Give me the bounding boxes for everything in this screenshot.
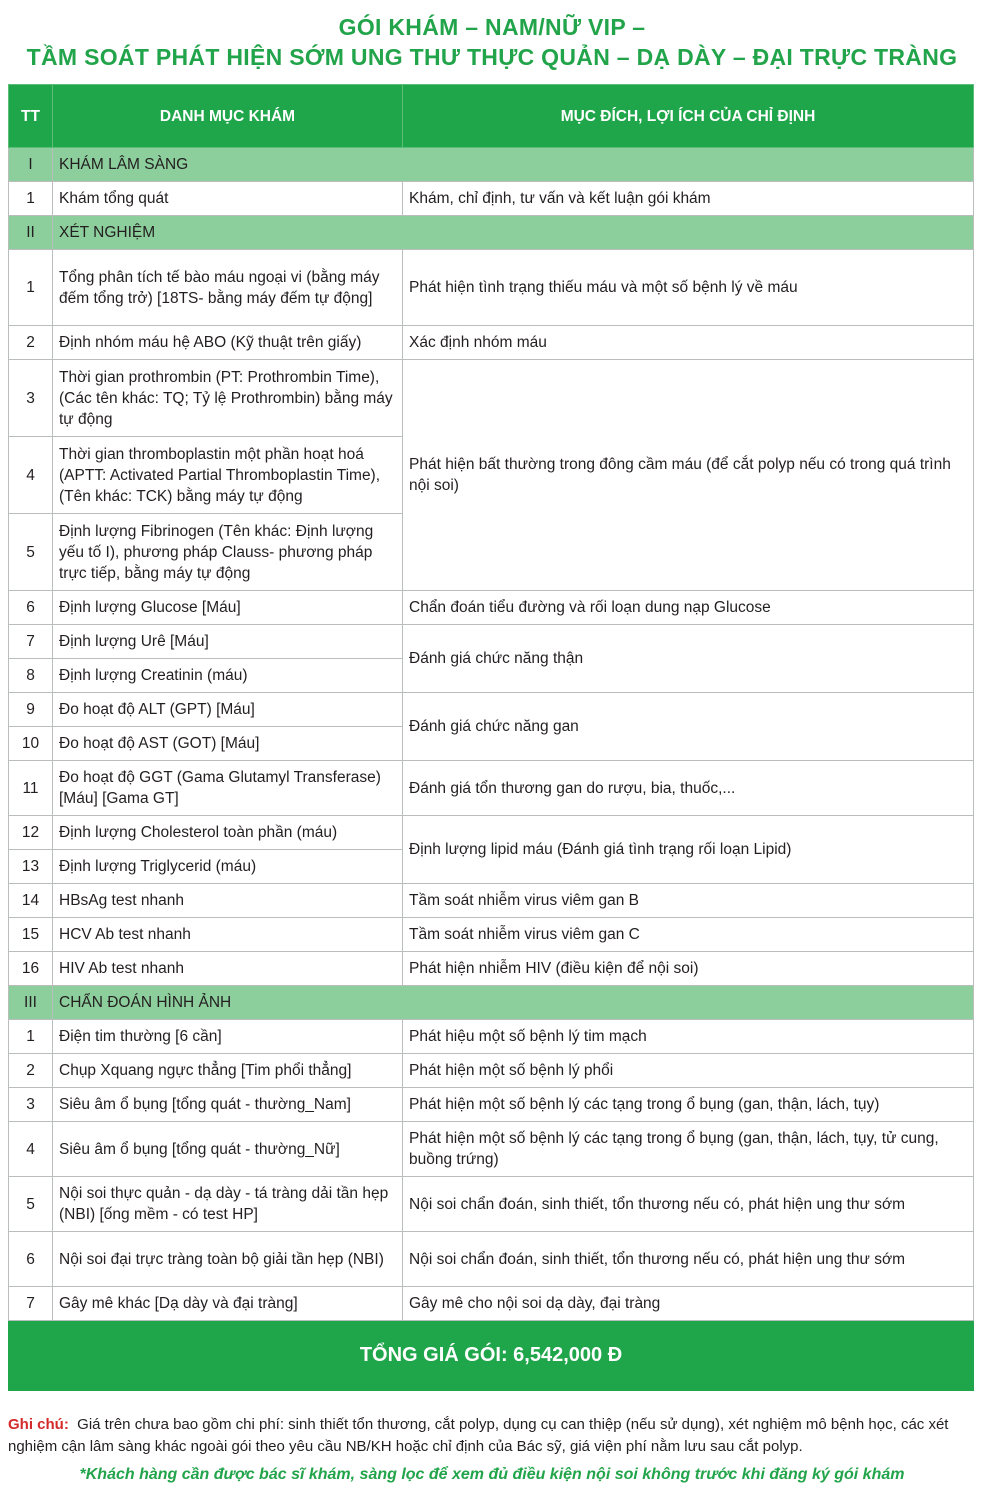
- table-row: [9, 918, 974, 952]
- row-number: 2: [9, 1054, 53, 1088]
- row-number: 5: [9, 514, 53, 591]
- row-number: 6: [9, 591, 53, 625]
- row-number: 8: [9, 659, 53, 693]
- section-name: KHÁM LÂM SÀNG: [53, 148, 974, 182]
- table-row: [9, 1088, 974, 1122]
- exam-package-table: [8, 84, 974, 1391]
- table-row: [9, 884, 974, 918]
- row-item: Định lượng Triglycerid (máu): [53, 850, 403, 884]
- title-line-1: GÓI KHÁM – NAM/NỮ VIP –: [338, 14, 646, 40]
- row-item: Định lượng Fibrinogen (Tên khác: Định lượng yếu tố I), phương pháp Clauss- phương pháp trực tiếp, bằng máy tự động: [53, 514, 403, 591]
- row-purpose: Phát hiện một số bệnh lý các tạng trong ổ bụng (gan, thận, lách, tụy, tử cung, buồng trứng): [403, 1122, 974, 1177]
- row-item: HBsAg test nhanh: [53, 884, 403, 918]
- note-label: Ghi chú:: [8, 1416, 69, 1433]
- row-purpose: Chẩn đoán tiểu đường và rối loạn dung nạp Glucose: [403, 591, 974, 625]
- row-number: 3: [9, 1088, 53, 1122]
- header-purpose: MỤC ĐÍCH, LỢI ÍCH CỦA CHỈ ĐỊNH: [403, 85, 974, 148]
- row-purpose: Phát hiện một số bệnh lý phổi: [403, 1054, 974, 1088]
- table-row: [9, 1054, 974, 1088]
- row-item: Định lượng Glucose [Máu]: [53, 591, 403, 625]
- row-purpose: Xác định nhóm máu: [403, 326, 974, 360]
- row-item: Đo hoạt độ ALT (GPT) [Máu]: [53, 693, 403, 727]
- row-number: 7: [9, 1287, 53, 1321]
- row-item: Gây mê khác [Dạ dày và đại tràng]: [53, 1287, 403, 1321]
- row-number: 4: [9, 1122, 53, 1177]
- table-row: [9, 1122, 974, 1177]
- table-row: [9, 761, 974, 816]
- section-row: [9, 986, 974, 1020]
- row-item: Khám tổng quát: [53, 182, 403, 216]
- row-purpose: Khám, chỉ định, tư vấn và kết luận gói khám: [403, 182, 974, 216]
- title-line-2: TẦM SOÁT PHÁT HIỆN SỚM UNG THƯ THỰC QUẢN – DẠ DÀY – ĐẠI TRỰC TRÀNG: [26, 44, 958, 70]
- table-row: [9, 360, 974, 437]
- row-item: Điện tim thường [6 cần]: [53, 1020, 403, 1054]
- section-number: I: [9, 148, 53, 182]
- row-number: 3: [9, 360, 53, 437]
- total-price: TỔNG GIÁ GÓI: 6,542,000 Đ: [9, 1321, 974, 1391]
- section-number: II: [9, 216, 53, 250]
- table-row: [9, 326, 974, 360]
- row-purpose: Định lượng lipid máu (Đánh giá tình trạng rối loạn Lipid): [403, 816, 974, 884]
- row-purpose: Phát hiện nhiễm HIV (điều kiện để nội soi): [403, 952, 974, 986]
- table-row: [9, 1177, 974, 1232]
- row-item: Tổng phân tích tế bào máu ngoại vi (bằng máy đếm tổng trở) [18TS- bằng máy đếm tự động]: [53, 250, 403, 326]
- section-name: XÉT NGHIỆM: [53, 216, 974, 250]
- row-number: 4: [9, 437, 53, 514]
- row-number: 1: [9, 1020, 53, 1054]
- row-item: Đo hoạt độ GGT (Gama Glutamyl Transferase) [Máu] [Gama GT]: [53, 761, 403, 816]
- table-row: [9, 1020, 974, 1054]
- total-row: [9, 1321, 974, 1391]
- row-item: HCV Ab test nhanh: [53, 918, 403, 952]
- table-row: [9, 625, 974, 659]
- row-number: 2: [9, 326, 53, 360]
- table-row: [9, 182, 974, 216]
- page-title: [0, 12, 984, 72]
- row-number: 14: [9, 884, 53, 918]
- row-purpose: Phát hiện một số bệnh lý các tạng trong ổ bụng (gan, thận, lách, tụy): [403, 1088, 974, 1122]
- section-row: [9, 148, 974, 182]
- row-number: 1: [9, 250, 53, 326]
- table-row: [9, 250, 974, 326]
- row-purpose: Phát hiệu một số bệnh lý tim mạch: [403, 1020, 974, 1054]
- section-name: CHẨN ĐOÁN HÌNH ẢNH: [53, 986, 974, 1020]
- row-number: 13: [9, 850, 53, 884]
- row-purpose: Tầm soát nhiễm virus viêm gan C: [403, 918, 974, 952]
- row-item: HIV Ab test nhanh: [53, 952, 403, 986]
- table-header-row: [9, 85, 974, 148]
- row-item: Siêu âm ổ bụng [tổng quát - thường_Nữ]: [53, 1122, 403, 1177]
- row-purpose: Đánh giá tổn thương gan do rượu, bia, thuốc,...: [403, 761, 974, 816]
- section-row: [9, 216, 974, 250]
- row-number: 6: [9, 1232, 53, 1287]
- row-item: Định lượng Cholesterol toàn phần (máu): [53, 816, 403, 850]
- row-item: Thời gian prothrombin (PT: Prothrombin Time), (Các tên khác: TQ; Tỷ lệ Prothrombin) bằng máy tự động: [53, 360, 403, 437]
- section-number: III: [9, 986, 53, 1020]
- row-purpose: Gây mê cho nội soi dạ dày, đại tràng: [403, 1287, 974, 1321]
- header-item: DANH MỤC KHÁM: [53, 85, 403, 148]
- row-item: Định lượng Creatinin (máu): [53, 659, 403, 693]
- row-purpose: Đánh giá chức năng gan: [403, 693, 974, 761]
- table-row: [9, 693, 974, 727]
- row-item: Định lượng Urê [Máu]: [53, 625, 403, 659]
- row-purpose: Phát hiện tình trạng thiếu máu và một số bệnh lý về máu: [403, 250, 974, 326]
- row-purpose: Đánh giá chức năng thận: [403, 625, 974, 693]
- table-row: [9, 1287, 974, 1321]
- table-row: [9, 816, 974, 850]
- row-item: Đo hoạt độ AST (GOT) [Máu]: [53, 727, 403, 761]
- row-item: Chụp Xquang ngực thẳng [Tim phổi thẳng]: [53, 1054, 403, 1088]
- row-number: 12: [9, 816, 53, 850]
- row-purpose: Nội soi chẩn đoán, sinh thiết, tổn thương nếu có, phát hiện ung thư sớm: [403, 1232, 974, 1287]
- table-row: [9, 1232, 974, 1287]
- row-item: Siêu âm ổ bụng [tổng quát - thường_Nam]: [53, 1088, 403, 1122]
- row-number: 9: [9, 693, 53, 727]
- row-number: 7: [9, 625, 53, 659]
- note-text: Giá trên chưa bao gồm chi phí: sinh thiết tổn thương, cắt polyp, dụng cụ can thiệp (nếu sử dụng), xét nghiệm mô bệnh học, các xét nghiệm cận lâm sàng khác ngoài gói theo yêu cầu NB/KH hoặc chỉ định của Bác sỹ, giá viện phí nằm lưu sau cắt polyp.: [8, 1416, 949, 1455]
- row-number: 5: [9, 1177, 53, 1232]
- row-item: Thời gian thromboplastin một phần hoạt hoá (APTT: Activated Partial Thromboplastin Time), (Tên khác: TCK) bằng máy tự động: [53, 437, 403, 514]
- footer-disclaimer: *Khách hàng cần được bác sĩ khám, sàng lọc để xem đủ điều kiện nội soi không trước khi đăng ký gói khám: [79, 1466, 905, 1483]
- row-purpose: Phát hiện bất thường trong đông cầm máu (để cắt polyp nếu có trong quá trình nội soi): [403, 360, 974, 591]
- table-row: [9, 952, 974, 986]
- row-number: 10: [9, 727, 53, 761]
- table-row: [9, 591, 974, 625]
- row-number: 16: [9, 952, 53, 986]
- row-number: 15: [9, 918, 53, 952]
- row-purpose: Nội soi chẩn đoán, sinh thiết, tổn thương nếu có, phát hiện ung thư sớm: [403, 1177, 974, 1232]
- note: [8, 1414, 978, 1458]
- row-item: Nội soi đại trực tràng toàn bộ giải tần hẹp (NBI): [53, 1232, 403, 1287]
- row-item: Nội soi thực quản - dạ dày - tá tràng dải tần hẹp (NBI) [ống mềm - có test HP]: [53, 1177, 403, 1232]
- row-number: 1: [9, 182, 53, 216]
- row-item: Định nhóm máu hệ ABO (Kỹ thuật trên giấy): [53, 326, 403, 360]
- row-number: 11: [9, 761, 53, 816]
- row-purpose: Tầm soát nhiễm virus viêm gan B: [403, 884, 974, 918]
- header-tt: TT: [9, 85, 53, 148]
